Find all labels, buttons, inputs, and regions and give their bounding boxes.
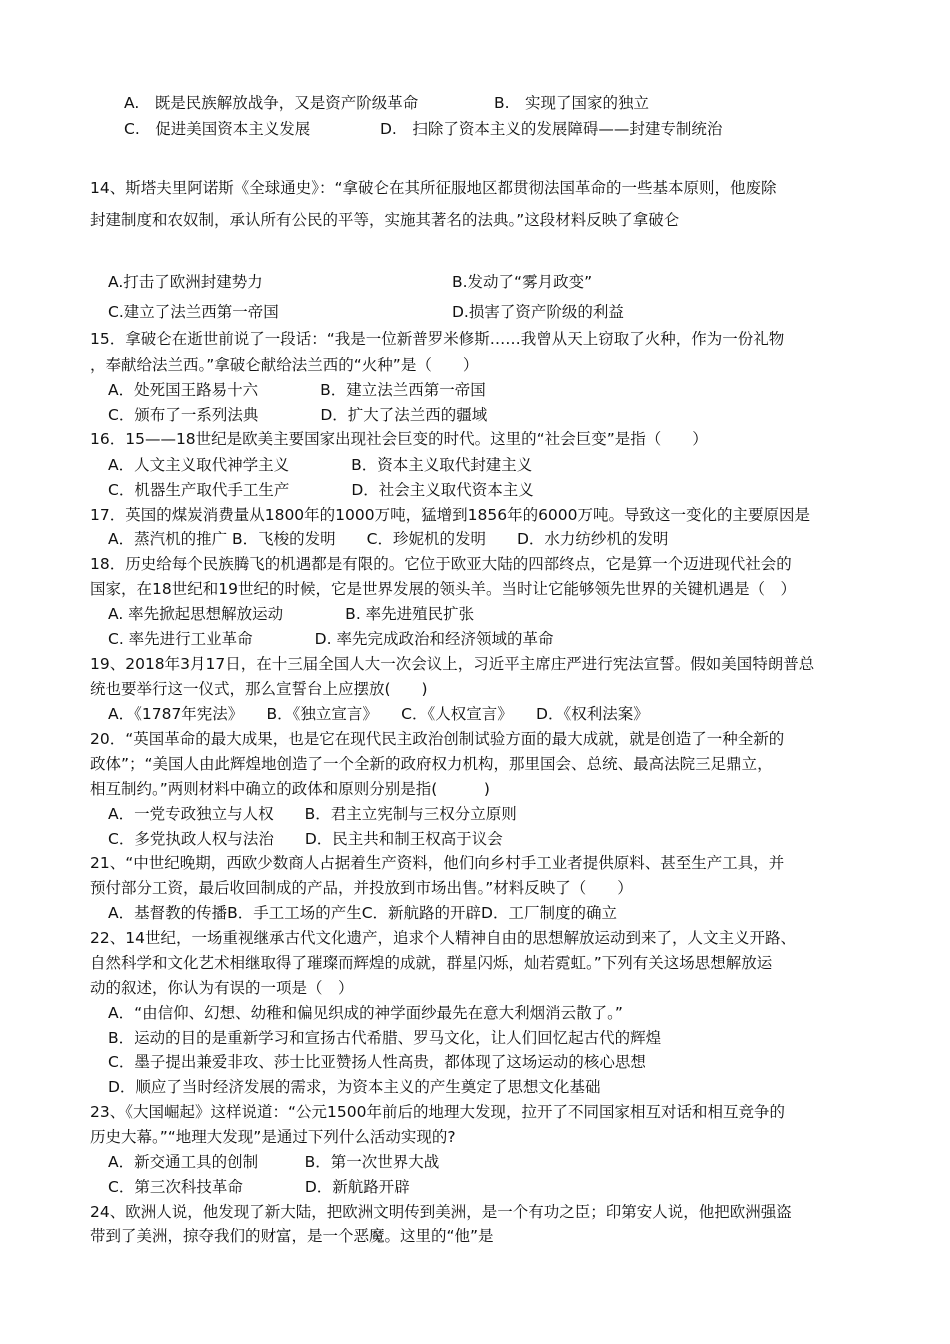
q24-stem-line1: 24、欧洲人说，他发现了新大陆，把欧洲文明传到美洲，是一个有功之臣；印第安人说，他把欧洲强盗: [90, 1203, 792, 1221]
q16-options-ab: A．人文主义取代神学主义 B．资本主义取代封建主义: [108, 456, 533, 474]
q13-option-b: B. 实现了国家的独立: [494, 94, 650, 112]
q20-options-cd: C．多党执政人权与法治 D．民主共和制王权高于议会: [108, 830, 503, 848]
q22-option-d: D．顺应了当时经济发展的需求，为资本主义的产生奠定了思想文化基础: [108, 1078, 601, 1096]
q18-stem-line2: 国家，在18世纪和19世纪的时候，它是世界发展的领头羊。当时让它能够领先世界的关键机遇是（ ）: [90, 580, 796, 598]
q14-option-a: A.打击了欧洲封建势力: [108, 273, 263, 291]
q15-options-cd: C．颁布了一系列法典 D．扩大了法兰西的疆域: [108, 406, 488, 424]
q23-stem-line1: 23、《大国崛起》这样说道：“公元1500年前后的地理大发现，拉开了不同国家相互对话和相互竞争的: [90, 1103, 785, 1121]
q18-options-ab: A. 率先掀起思想解放运动 B. 率先进殖民扩张: [108, 605, 475, 623]
q22-option-c: C．墨子提出兼爱非攻、莎士比亚赞扬人性高贵，都体现了这场运动的核心思想: [108, 1053, 646, 1071]
q15-stem-line2: ，奉献给法兰西。”拿破仑献给法兰西的“火种”是（ ）: [90, 356, 479, 374]
q19-stem-line1: 19、2018年3月17日，在十三届全国人大一次会议上，习近平主席庄严进行宪法宣誓。假如美国特朗普总: [90, 655, 815, 673]
q16-options-cd: C．机器生产取代手工生产 D．社会主义取代资本主义: [108, 481, 534, 499]
q22-option-b: B．运动的目的是重新学习和宣扬古代希腊、罗马文化，让人们回忆起古代的辉煌: [108, 1029, 662, 1047]
q14-option-c: C.建立了法兰西第一帝国: [108, 303, 279, 321]
q13-option-c: C. 促进美国资本主义发展: [124, 120, 311, 138]
q15-options-ab: A．处死国王路易十六 B．建立法兰西第一帝国: [108, 381, 486, 399]
q14-stem-line2: 封建制度和农奴制，承认所有公民的平等，实施其著名的法典。”这段材料反映了拿破仑: [90, 211, 680, 229]
q20-stem-line3: 相互制约。”两则材料中确立的政体和原则分别是指( ): [90, 780, 490, 798]
q19-options: A．《1787年宪法》 B．《独立宣言》 C．《人权宣言》 D．《权利法案》: [108, 705, 649, 723]
q19-stem-line2: 统也要举行这一仪式，那么宣誓台上应摆放( ): [90, 680, 428, 698]
q20-options-ab: A．一党专政独立与人权 B．君主立宪制与三权分立原则: [108, 805, 517, 823]
q18-options-cd: C. 率先进行工业革命 D. 率先完成政治和经济领域的革命: [108, 630, 554, 648]
q15-stem-line1: 15．拿破仑在逝世前说了一段话：“我是一位新普罗米修斯……我曾从天上窃取了火种，作为一份礼物: [90, 330, 785, 348]
q21-stem-line2: 预付部分工资，最后收回制成的产品，并投放到市场出售。”材料反映了（ ）: [90, 879, 633, 897]
q23-options-cd: C．第三次科技革命 D．新航路开辟: [108, 1178, 410, 1196]
q22-stem-line3: 动的叙述，你认为有误的一项是（ ）: [90, 979, 354, 997]
q20-stem-line1: 20．“英国革命的最大成果，也是它在现代民主政治创制试验方面的最大成就，就是创造了一种全新的: [90, 730, 785, 748]
q21-stem-line1: 21、“中世纪晚期，西欧少数商人占据着生产资料，他们向乡村手工业者提供原料、甚至生产工具，并: [90, 854, 785, 872]
q24-stem-line2: 带到了美洲，掠夺我们的财富，是一个恶魔。这里的“他”是: [90, 1227, 494, 1245]
q22-stem-line1: 22、14世纪，一场重视继承古代文化遗产，追求个人精神自由的思想解放运动到来了，人文主义开路、: [90, 929, 796, 947]
q22-stem-line2: 自然科学和文化艺术相继取得了璀璨而辉煌的成就，群星闪烁，灿若霓虹。”下列有关这场思想解放运: [90, 954, 773, 972]
q16-stem: 16．15——18世纪是欧美主要国家出现社会巨变的时代。这里的“社会巨变”是指（ ）: [90, 430, 708, 448]
q14-option-d: D.损害了资产阶级的利益: [452, 303, 624, 321]
q17-stem: 17．英国的煤炭消费量从1800年的1000万吨，猛增到1856年的6000万吨。导致这一变化的主要原因是: [90, 506, 811, 524]
q18-stem-line1: 18．历史给每个民族腾飞的机遇都是有限的。它位于欧亚大陆的四部终点，它是算一个迈进现代社会的: [90, 555, 792, 573]
q23-stem-line2: 历史大幕。”“地理大发现”是通过下列什么活动实现的?: [90, 1128, 456, 1146]
q13-option-d: D. 扫除了资本主义的发展障碍——封建专制统治: [380, 120, 723, 138]
q23-options-ab: A．新交通工具的创制 B．第一次世界大战: [108, 1153, 440, 1171]
q21-options: A．基督教的传播B．手工工场的产生C．新航路的开辟D．工厂制度的确立: [108, 904, 617, 922]
q13-option-a: A. 既是民族解放战争，又是资产阶级革命: [124, 94, 419, 112]
q17-options: A．蒸汽机的推广 B．飞梭的发明 C．珍妮机的发明 D．水力纺纱机的发明: [108, 530, 669, 548]
q20-stem-line2: 政体”；“美国人由此辉煌地创造了一个全新的政府权力机构，那里国会、总统、最高法院三足鼎立，: [90, 755, 773, 773]
q14-option-b: B.发动了“雾月政变”: [452, 273, 593, 291]
q22-option-a: A．“由信仰、幻想、幼稚和偏见织成的神学面纱最先在意大利烟消云散了。”: [108, 1004, 623, 1022]
q14-stem-line1: 14、斯塔夫里阿诺斯《全球通史》：“拿破仑在其所征服地区都贯彻法国革命的一些基本原则，他废除: [90, 179, 777, 197]
